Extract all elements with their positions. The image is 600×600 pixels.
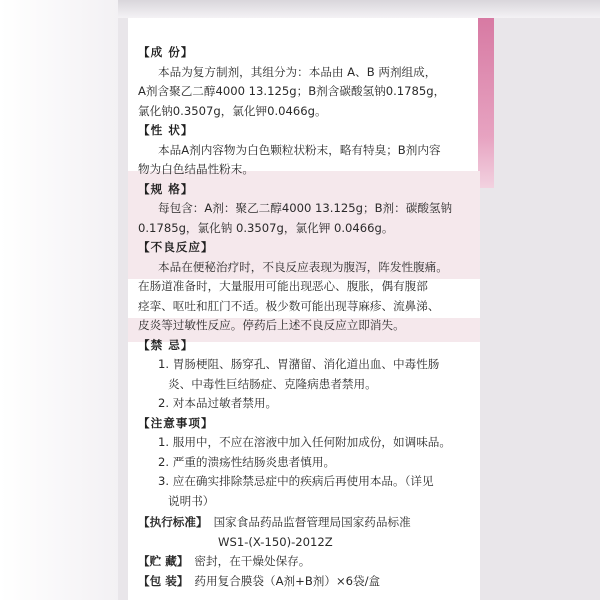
- package-value: 药用复合膜袋（A剂+B剂）×6袋/盒: [194, 573, 381, 588]
- standard-value-line2: WS1-(X-150)-2012Z: [218, 534, 333, 549]
- composition-line: 氯化钠0.3507g，氯化钾0.0466g。: [138, 103, 327, 118]
- properties-section: [138, 121, 472, 180]
- box-top-edge: [118, 0, 600, 18]
- adverse-section: [138, 238, 472, 336]
- specification-line: 每包含：A剂：聚乙二醇4000 13.125g；B剂：碳酸氢钠: [158, 201, 453, 215]
- precautions-item-line: 2. 严重的溃疡性结肠炎患者慎用。: [158, 454, 336, 469]
- properties-line: 物为白色结晶性粉末。: [138, 162, 254, 176]
- properties-line: 本品A剂内容物为白色颗粒状粉末，略有特臭；B剂内容: [158, 142, 441, 157]
- standard-row: [138, 513, 472, 533]
- composition-line: 本品为复方制剂，其组分为：本品由 A、B 两剂组成，: [158, 64, 437, 79]
- adverse-line: 在肠道准备时，大量服用可能出现恶心、腹胀，偶有腹部: [138, 279, 428, 293]
- composition-section: [138, 43, 472, 121]
- pink-decor-strip: [478, 18, 494, 188]
- contra-item-line: 1. 胃肠梗阻、肠穿孔、胃潴留、消化道出血、中毒性肠: [158, 357, 440, 371]
- specification-heading: 【规 格】: [138, 181, 194, 196]
- standard-value: 国家食品药品监督管理局国家药品标准: [213, 515, 411, 529]
- storage-label: 【贮 藏】: [138, 554, 189, 568]
- properties-heading: 【性 状】: [138, 123, 194, 137]
- label-content: [138, 43, 472, 591]
- specification-section: [138, 180, 472, 239]
- adverse-line: 痉挛、呕吐和肛门不适。极少数可能出现荨麻疹、流鼻涕、: [138, 298, 440, 313]
- contra-item-line: 炎、中毒性巨结肠症、克隆病患者禁用。: [168, 376, 377, 391]
- composition-line: A剂含聚乙二醇4000 13.125g；B剂含碳酸氢钠0.1785g，: [138, 84, 446, 98]
- storage-row: [138, 552, 472, 572]
- composition-heading: 【成 份】: [138, 45, 194, 59]
- adverse-line: 皮炎等过敏性反应。停药后上述不良反应立即消失。: [138, 318, 405, 332]
- specification-line: 0.1785g，氯化钠 0.3507g，氯化钾 0.0466g。: [138, 220, 394, 235]
- storage-value: 密封，在干燥处保存。: [194, 554, 311, 568]
- precautions-heading: 【注意事项】: [138, 415, 214, 430]
- adverse-line: 本品在便秘治疗时，不良反应表现为腹泻，阵发性腹痛。: [158, 259, 448, 274]
- package-label: 【包 装】: [138, 573, 189, 588]
- box-side-left: [0, 0, 118, 600]
- precautions-section: [138, 414, 472, 512]
- standard-label: 【执行标准】: [138, 515, 208, 529]
- contra-heading: 【禁 忌】: [138, 337, 194, 352]
- contra-section: [138, 336, 472, 414]
- adverse-heading: 【不良反应】: [138, 240, 214, 254]
- contra-item-line: 2. 对本品过敏者禁用。: [158, 396, 278, 410]
- precautions-item-line: 说明书）: [168, 493, 215, 508]
- package-row: [138, 572, 472, 592]
- precautions-item-line: 1. 服用中，不应在溶液中加入任何附加成份，如调味品。: [158, 435, 451, 449]
- precautions-item-line: 3. 应在确实排除禁忌症中的疾病后再使用本品。（详见: [158, 474, 434, 488]
